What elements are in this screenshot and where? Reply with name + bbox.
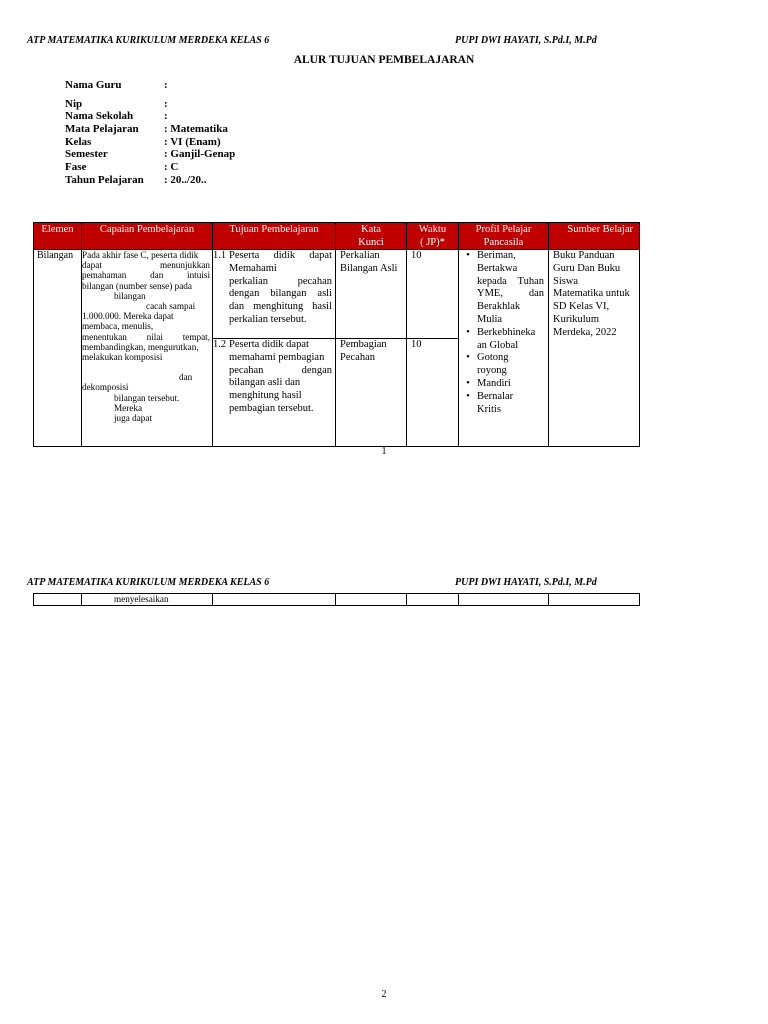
profil-line: royong (477, 365, 507, 377)
info-label: Kelas (65, 135, 92, 148)
cell-elemen (34, 594, 82, 606)
header-line: Pancasila (483, 236, 524, 248)
capaian-line: membandingkan, mengurutkan, (82, 341, 199, 352)
info-mata-pelajaran (65, 123, 235, 136)
capaian-line: pemahaman dan intuisi (82, 270, 210, 281)
page-number: 2 (381, 989, 387, 1000)
atp-table (33, 222, 640, 447)
tujuan-line: dan menghitung hasil (229, 301, 332, 313)
table-header-row (34, 223, 640, 250)
table-row (34, 250, 640, 339)
profil-line: Berakhlak (477, 301, 521, 313)
tujuan-line: menghitung hasil (229, 390, 302, 402)
waktu-value: 10 (411, 339, 422, 350)
info-label: Nip (65, 97, 83, 110)
capaian-line (82, 362, 210, 372)
profil-line: Kritis (477, 403, 501, 415)
capaian-line: menentukan nilai tempat, (82, 331, 210, 342)
capaian-line: membaca, menulis, (82, 321, 154, 332)
info-label: Fase (65, 161, 87, 174)
col-header-waktu (407, 223, 459, 250)
cell-elemen (34, 250, 82, 447)
document-title: ALUR TUJUAN PEMBELAJARAN (293, 54, 475, 66)
col-header-kata-kunci (336, 223, 407, 250)
info-value: : Matematika (164, 123, 228, 136)
kata-kunci-line: Pecahan (340, 351, 375, 363)
info-nama-sekolah (65, 110, 235, 123)
page-header-left: ATP MATEMATIKA KURIKULUM MERDEKA KELAS 6 (27, 35, 270, 46)
tujuan-line: bilangan asli dan (229, 377, 301, 389)
cell-profil (459, 250, 549, 447)
cell-kata-kunci-1 (336, 250, 407, 339)
info-kelas (65, 136, 235, 149)
tujuan-line: pembagian tersebut. (229, 402, 314, 414)
info-label: Mata Pelajaran (65, 123, 139, 136)
tujuan-line: perkalian pecahan (229, 275, 332, 287)
capaian-line: Mereka (114, 402, 143, 413)
profil-line: Beriman, (477, 250, 516, 261)
cell-tujuan-1 (213, 250, 336, 339)
atp-table-continuation (33, 593, 640, 606)
profil-line: Bertakwa (477, 262, 518, 274)
identity-block (65, 79, 235, 187)
profil-line: Bernalar (477, 390, 514, 402)
cell-waktu-2 (407, 339, 459, 447)
header-line: ( JP)* (420, 236, 445, 248)
tujuan-item (213, 250, 335, 327)
info-nama-guru (65, 79, 235, 92)
list-item: • Bernalar Kritis (459, 391, 548, 417)
cell-tujuan-2 (213, 339, 336, 447)
cell-profil (459, 594, 549, 606)
sumber-line: Merdeka, 2022 (553, 326, 617, 338)
header-line: Profil Pelajar (475, 224, 532, 235)
capaian-line: dekomposisi (82, 382, 129, 393)
list-item: • Berkebhineka an Global (459, 327, 548, 353)
info-value: : VI (Enam) (164, 135, 221, 148)
waktu-value: 10 (411, 250, 422, 261)
col-header-elemen: Elemen (34, 223, 82, 250)
sumber-line: Matematika untuk (553, 288, 630, 300)
info-value: : Ganjil-Genap (164, 148, 236, 161)
col-header-profil (459, 223, 549, 250)
list-item: • Beriman, Bertakwa kepada Tuhan YME, dan Berakhlak Mulia (466, 250, 544, 325)
profil-line: Mandiri (477, 377, 511, 389)
profil-line: Gotong (477, 352, 509, 364)
header-line: Waktu (418, 224, 447, 235)
cell-kata-kunci-2 (336, 339, 407, 447)
capaian-line: bilangan tersebut. (114, 392, 180, 403)
tujuan-item (213, 339, 335, 416)
tujuan-line: pecahan dengan (229, 364, 332, 376)
info-semester (65, 148, 235, 161)
capaian-line: juga dapat (114, 413, 153, 424)
tujuan-line: Peserta didik dapat (229, 250, 332, 261)
sumber-line: SD Kelas VI, (553, 301, 610, 313)
capaian-line: Pada akhir fase C, peserta didik (82, 250, 199, 260)
info-value: : C (164, 161, 179, 174)
profil-line: an Global (477, 339, 519, 351)
kata-kunci-line: Bilangan Asli (340, 262, 398, 274)
profil-list (459, 250, 548, 416)
col-header-tujuan: Tujuan Pembelajaran (213, 223, 336, 250)
kata-kunci-line: Perkalian (340, 250, 380, 261)
col-header-sumber: Sumber Belajar (549, 223, 640, 250)
sumber-line: Buku Panduan (553, 250, 615, 261)
profil-line: Berkebhineka (477, 326, 536, 338)
kata-kunci-line: Pembagian (340, 339, 387, 350)
capaian-line: melakukan komposisi (82, 352, 163, 363)
capaian-line: menyelesaikan (114, 594, 169, 604)
sumber-line: Guru Dan Buku (553, 262, 621, 274)
capaian-line: 1.000.000. Mereka dapat (82, 311, 174, 322)
info-value: : 20../20.. (164, 173, 207, 186)
tujuan-line: dengan bilangan asli (229, 288, 332, 300)
page-header-right: PUPI DWI HAYATI, S.Pd.I, M.Pd (455, 35, 597, 46)
tujuan-line: Memahami (229, 262, 277, 274)
tujuan-number: 1.2 (213, 339, 227, 350)
cell-capaian (82, 594, 213, 606)
capaian-line: cacah sampai (146, 301, 196, 312)
tujuan-line: perkalian tersebut. (229, 313, 307, 325)
sumber-line: Siswa (553, 275, 579, 287)
info-label: Nama Sekolah (65, 110, 134, 123)
capaian-line: bilangan (number sense) pada (82, 280, 192, 291)
elemen-text: Bilangan (37, 250, 74, 261)
sumber-line: Kurikulum (553, 313, 600, 325)
profil-line: Mulia (477, 313, 503, 325)
tujuan-line: memahami pembagian (229, 351, 325, 363)
table-row (34, 594, 640, 606)
info-value: : (164, 97, 168, 110)
capaian-text (82, 250, 212, 423)
list-item: • Gotong royong (459, 352, 548, 378)
info-fase (65, 161, 235, 174)
tujuan-number: 1.1 (213, 250, 227, 261)
page-header-left: ATP MATEMATIKA KURIKULUM MERDEKA KELAS 6 (27, 577, 270, 588)
info-label: Tahun Pelajaran (65, 173, 144, 186)
tujuan-line: Peserta didik dapat (229, 339, 309, 350)
page-header-right: PUPI DWI HAYATI, S.Pd.I, M.Pd (455, 577, 597, 588)
info-nip (65, 98, 235, 111)
info-tahun-pelajaran (65, 174, 235, 187)
col-header-capaian: Capaian Pembelajaran (82, 223, 213, 250)
capaian-line: dan (179, 372, 193, 383)
profil-line: kepada Tuhan (477, 275, 544, 287)
profil-line: YME, dan (477, 288, 544, 300)
cell-waktu (407, 594, 459, 606)
header-line: Kata (361, 224, 381, 235)
info-label: Semester (65, 148, 108, 161)
cell-kata-kunci (336, 594, 407, 606)
header-line: Kunci (358, 236, 384, 248)
capaian-line: bilangan (114, 290, 146, 301)
info-value: : (164, 79, 168, 91)
info-value: : (164, 110, 168, 123)
info-label: Nama Guru (65, 79, 122, 91)
cell-tujuan (213, 594, 336, 606)
cell-sumber (549, 594, 640, 606)
list-item: • Mandiri (459, 378, 548, 391)
page-number: 1 (381, 446, 387, 457)
cell-waktu-1 (407, 250, 459, 339)
capaian-line: dapat menunjukkan (82, 260, 210, 271)
cell-capaian (82, 250, 213, 447)
cell-sumber (549, 250, 640, 447)
